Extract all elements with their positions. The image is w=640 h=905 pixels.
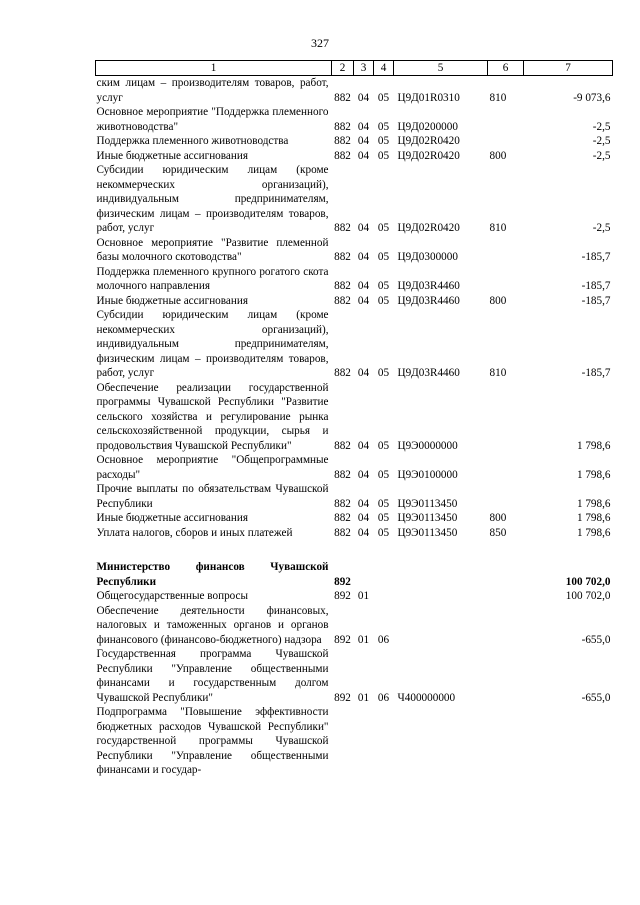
- row-vr: 800: [489, 149, 507, 162]
- row-rz: [354, 705, 374, 778]
- row-name: Основное мероприятие "Развитие племенной базы молочного скотоводства": [96, 236, 329, 263]
- table-body: [96, 76, 613, 778]
- row-gr: 882: [334, 512, 351, 524]
- row-vr: [488, 381, 524, 454]
- row-gr: 892: [334, 691, 351, 704]
- row-rz: 04: [357, 120, 370, 133]
- table-row: [96, 105, 613, 134]
- row-name: Субсидии юридическим лицам (кроме некоммерческих организаций), индивидуальным предпринимателям, физическим лицам – производителям товаров, работ, услуг: [96, 164, 329, 234]
- row-vr: 810: [489, 222, 507, 234]
- row-vr: [488, 265, 524, 294]
- row-sum: -185,7: [581, 367, 611, 379]
- row-vr: [488, 105, 524, 134]
- row-pr: [374, 589, 394, 604]
- row-vr: [488, 647, 524, 705]
- page-number: 327: [311, 36, 329, 50]
- row-cs: Ц9Д03R4460: [397, 280, 460, 292]
- row-gr: 882: [334, 91, 351, 104]
- table-row: [96, 76, 613, 106]
- row-pr: 05: [377, 251, 390, 263]
- row-sum: -655,0: [581, 691, 611, 704]
- row-gr: 882: [334, 280, 351, 292]
- row-vr: 800: [489, 294, 507, 307]
- row-sum: 1 798,6: [576, 512, 611, 524]
- row-cs: Ц9Э0113450: [397, 497, 458, 510]
- row-gr: 882: [334, 149, 351, 162]
- row-sum: -2,5: [592, 120, 611, 133]
- row-rz: 04: [357, 367, 370, 379]
- row-sum: 100 702,0: [565, 575, 611, 588]
- row-rz: 04: [357, 251, 370, 263]
- row-name: Прочие выплаты по обязательствам Чувашской Республики: [96, 483, 329, 510]
- table-row: [96, 149, 613, 164]
- row-vr: [488, 453, 524, 482]
- row-pr: 06: [377, 691, 390, 704]
- row-sum: 1 798,6: [576, 468, 611, 481]
- table-row: [96, 526, 613, 541]
- row-gr: 892: [334, 633, 351, 646]
- row-name: Субсидии юридическим лицам (кроме некоммерческих организаций), индивидуальным предпринимателям, физическим лицам – производителям товаров, работ, услуг: [96, 309, 329, 379]
- row-name: Обеспечение деятельности финансовых, налоговых и таможенных органов и органов финансового (финансово-бюджетного) надзора: [96, 604, 329, 646]
- row-cs: Ц9Д02R0420: [397, 222, 460, 234]
- header-col-name: 1: [96, 61, 332, 76]
- row-gr: 882: [334, 468, 351, 481]
- row-rz: 04: [357, 149, 370, 162]
- row-pr: 05: [377, 280, 390, 292]
- row-gr: 882: [334, 367, 351, 379]
- row-rz: 04: [357, 497, 370, 510]
- row-vr: 810: [489, 367, 507, 379]
- row-pr: 05: [377, 294, 390, 307]
- table-row: [96, 705, 613, 778]
- row-cs: [394, 560, 488, 589]
- row-pr: 05: [377, 367, 390, 379]
- row-rz: 04: [357, 526, 370, 539]
- table-row: [96, 482, 613, 511]
- header-col-sum: 7: [524, 61, 613, 76]
- table-spacer-row: [96, 540, 613, 560]
- row-vr: 810: [489, 91, 507, 104]
- spacer-cell: [96, 540, 613, 560]
- row-rz: 04: [357, 91, 370, 104]
- row-gr: 892: [334, 590, 351, 602]
- row-rz: 04: [357, 135, 370, 147]
- table-row: [96, 294, 613, 309]
- row-rz: 04: [357, 512, 370, 524]
- table-row: [96, 453, 613, 482]
- row-cs: Ч400000000: [397, 691, 456, 704]
- row-name: Иные бюджетные ассигнования: [96, 512, 248, 524]
- row-pr: 05: [377, 149, 390, 162]
- row-vr: [488, 560, 524, 589]
- row-rz: 01: [357, 691, 370, 704]
- row-pr: 05: [377, 91, 390, 104]
- table-row: [96, 163, 613, 236]
- table-row: [96, 560, 613, 589]
- header-col-cs: 5: [394, 61, 488, 76]
- row-name: Основное мероприятие "Поддержка племенного животноводства": [96, 106, 329, 133]
- row-sum: -2,5: [592, 222, 611, 234]
- row-gr: 882: [334, 439, 351, 452]
- header-col-rz: 3: [354, 61, 374, 76]
- row-cs: Ц9Э0000000: [397, 439, 458, 452]
- row-name: Основное мероприятие "Общепрограммные расходы": [96, 454, 329, 481]
- row-cs: Ц9Д03R4460: [397, 294, 460, 307]
- row-name: Министерство финансов Чувашской Республики: [96, 561, 329, 588]
- row-vr: [488, 134, 524, 149]
- row-vr: 850: [489, 526, 507, 539]
- row-vr: [488, 589, 524, 604]
- row-pr: 05: [377, 468, 390, 481]
- row-gr: [332, 705, 354, 778]
- table-row: [96, 134, 613, 149]
- row-pr: 05: [377, 526, 390, 539]
- row-gr: 882: [334, 135, 351, 147]
- row-cs: [394, 589, 488, 604]
- row-vr: [488, 236, 524, 265]
- row-cs: Ц9Д01R0310: [397, 91, 460, 104]
- row-pr: 06: [377, 633, 390, 646]
- row-vr: [488, 482, 524, 511]
- row-rz: 01: [357, 633, 370, 646]
- row-sum: -185,7: [581, 280, 611, 292]
- header-col-gr: 2: [332, 61, 354, 76]
- row-pr: 05: [377, 512, 390, 524]
- row-rz: 04: [357, 439, 370, 452]
- row-sum: -9 073,6: [573, 91, 611, 104]
- row-vr: [488, 604, 524, 648]
- row-name: Обеспечение реализации государственной программы Чувашской Республики "Развитие сельского хозяйства и регулирование рынка сельскохозяйственной продукции, сырья и продовольствия Чувашской Республики": [96, 381, 329, 452]
- row-pr: 05: [377, 497, 390, 510]
- budget-table: [95, 60, 613, 778]
- header-col-vr: 6: [488, 61, 524, 76]
- row-rz: 04: [357, 222, 370, 234]
- row-gr: 892: [334, 575, 351, 588]
- row-cs: Ц9Д0300000: [397, 251, 458, 263]
- row-sum: 1 798,6: [576, 497, 611, 510]
- table-row: [96, 647, 613, 705]
- header-col-pr: 4: [374, 61, 394, 76]
- row-sum: [524, 705, 613, 778]
- row-cs: Ц9Д02R0420: [397, 135, 460, 147]
- row-cs: [394, 604, 488, 648]
- row-vr: [488, 705, 524, 778]
- row-name: Иные бюджетные ассигнования: [96, 149, 248, 162]
- row-name: Подпрограмма "Повышение эффективности бюджетных расходов Чувашской Республики" государственной программы Чувашской Республики "Управление общественными финансами и государ-: [96, 706, 329, 776]
- row-gr: 882: [334, 251, 351, 263]
- row-cs: Ц9Э0113450: [397, 512, 458, 524]
- row-pr: 05: [377, 439, 390, 452]
- row-pr: [374, 705, 394, 778]
- row-name: Государственная программа Чувашской Республики "Управление общественными финансами и государственным долгом Чувашской Республики": [96, 648, 329, 704]
- table-row: [96, 265, 613, 294]
- table-row: [96, 236, 613, 265]
- row-sum: -2,5: [592, 135, 611, 147]
- row-sum: 1 798,6: [576, 526, 611, 539]
- row-gr: 882: [334, 526, 351, 539]
- row-pr: [374, 560, 394, 589]
- row-rz: [354, 560, 374, 589]
- row-sum: -185,7: [581, 294, 611, 307]
- row-gr: 882: [334, 120, 351, 133]
- row-sum: 100 702,0: [565, 590, 611, 602]
- row-name: Поддержка племенного животноводства: [96, 135, 289, 147]
- row-sum: -655,0: [581, 633, 611, 646]
- table-header: [96, 61, 613, 76]
- row-pr: 05: [377, 135, 390, 147]
- row-rz: 04: [357, 280, 370, 292]
- row-pr: 05: [377, 222, 390, 234]
- table-row: [96, 589, 613, 604]
- row-cs: [394, 705, 488, 778]
- row-vr: 800: [489, 512, 507, 524]
- header-row: [96, 61, 613, 76]
- row-rz: 01: [357, 590, 370, 602]
- row-sum: 1 798,6: [576, 439, 611, 452]
- row-name: Уплата налогов, сборов и иных платежей: [96, 526, 293, 539]
- row-rz: 04: [357, 468, 370, 481]
- table-row: [96, 511, 613, 526]
- table-row: [96, 381, 613, 454]
- row-gr: 882: [334, 222, 351, 234]
- row-rz: 04: [357, 294, 370, 307]
- table-row: [96, 604, 613, 648]
- row-name: Поддержка племенного крупного рогатого скота молочного направления: [96, 265, 329, 292]
- row-cs: Ц9Э0113450: [397, 526, 458, 539]
- row-name: Иные бюджетные ассигнования: [96, 294, 248, 307]
- row-name: ским лицам – производителям товаров, работ, услуг: [96, 77, 329, 104]
- row-cs: Ц9Д03R4460: [397, 367, 460, 379]
- table-row: [96, 308, 613, 381]
- row-gr: 882: [334, 294, 351, 307]
- row-sum: -2,5: [592, 149, 611, 162]
- row-cs: Ц9Д0200000: [397, 120, 458, 133]
- row-sum: -185,7: [581, 251, 611, 263]
- row-gr: 882: [334, 497, 351, 510]
- row-cs: Ц9Д02R0420: [397, 149, 460, 162]
- row-pr: 05: [377, 120, 390, 133]
- row-cs: Ц9Э0100000: [397, 468, 458, 481]
- row-name: Общегосударственные вопросы: [96, 590, 249, 602]
